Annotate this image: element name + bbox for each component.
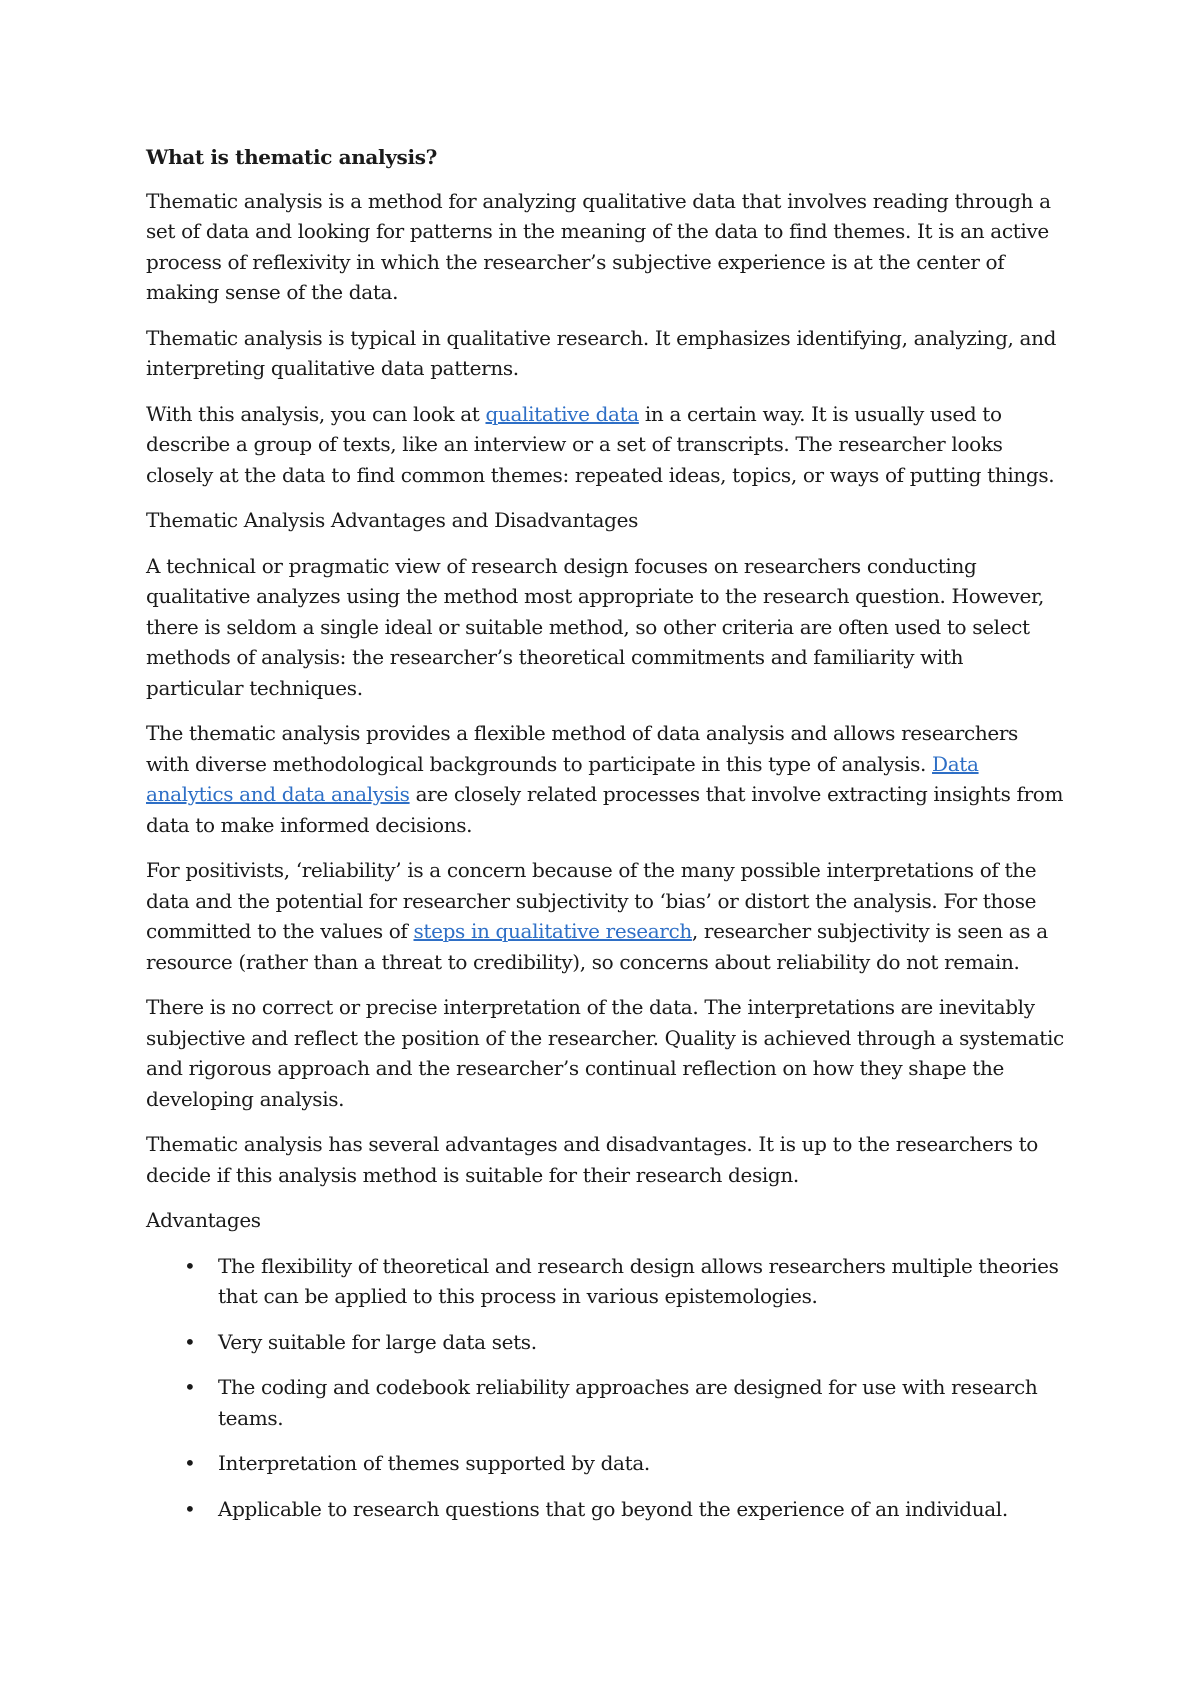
paragraph-text: For positivists, ‘reliability’ is a concern because of the many possible interpretations of the data and the potential for researcher subjectivity to ‘bias’ or distort the analysis. For those committed to the values of	[146, 858, 1037, 943]
qualitative-research-steps-link[interactable]: steps in qualitative research	[413, 919, 692, 943]
list-item	[146, 1327, 1066, 1358]
paragraph-definition: Thematic analysis is a method for analyzing qualitative data that involves reading through a set of data and looking for patterns in the meaning of the data to find themes. It is an active process of reflexivity in which the researcher’s subjective experience is at the center of making sense of the data.	[146, 188, 1051, 304]
list-item	[146, 1251, 1066, 1312]
qualitative-data-link[interactable]: qualitative data	[485, 401, 639, 426]
list-item	[146, 1372, 1066, 1433]
data-analytics-link[interactable]: Data analytics and data analysis	[146, 751, 979, 806]
paragraph-typical: Thematic analysis is typical in qualitative research. It emphasizes identifying, analyzing, and interpreting qualitative data patterns.	[146, 325, 1057, 380]
bullet-icon: •	[184, 1329, 196, 1354]
bullet-icon: •	[184, 1253, 196, 1278]
paragraph-text: in a certain way. It is usually used to describe a group of texts, like an interview or a set of transcripts. The researcher looks closely at the data to find common themes: repeated ideas, topics, or ways of putting things.	[146, 401, 1055, 487]
list-item-text: Interpretation of themes supported by data.	[218, 1451, 650, 1475]
document-body	[146, 142, 1066, 1539]
list-item	[146, 1494, 1066, 1525]
advantages-list	[146, 1251, 1066, 1525]
paragraph-text: , researcher subjectivity is seen as a resource (rather than a threat to credibility), so concerns about reliability do not remain.	[146, 919, 1048, 974]
bullet-icon: •	[184, 1375, 196, 1399]
list-item-text: The flexibility of theoretical and research design allows researchers multiple theories that can be applied to this process in various epistemologies.	[218, 1253, 1059, 1308]
list-item-text: The coding and codebook reliability approaches are designed for use with research teams.	[218, 1375, 1038, 1430]
list-item-text: Applicable to research questions that go beyond the experience of an individual.	[218, 1496, 1008, 1521]
paragraph-text: With this analysis, you can look at	[146, 401, 486, 426]
section-heading-advantages-disadvantages: Thematic Analysis Advantages and Disadvantages	[146, 508, 638, 532]
paragraph-text: are closely related processes that involve extracting insights from data to make informed decisions.	[146, 782, 1064, 837]
list-item-text: Very suitable for large data sets.	[218, 1329, 537, 1354]
paragraph-flexible-method	[146, 718, 1066, 840]
paragraph-research-design: A technical or pragmatic view of research design focuses on researchers conducting qualitative analyzes using the method most appropriate to the research question. However, there is seldom a single ideal or suitable method, so other criteria are often used to select methods of analysis: the researcher’s theoretical commitments and familiarity with particular techniques.	[146, 553, 1044, 700]
list-item	[146, 1448, 1066, 1479]
paragraph-qualitative-data	[146, 399, 1066, 491]
paragraph-interpretation: There is no correct or precise interpretation of the data. The interpretations are inevitably subjective and reflect the position of the researcher. Quality is achieved through a systematic and rigorous approach and the researcher’s continual reflection on how they shape the developing analysis.	[146, 995, 1064, 1111]
paragraph-text: The thematic analysis provides a flexible method of data analysis and allows researchers with diverse methodological backgrounds to participate in this type of analysis.	[146, 721, 1018, 776]
page-title: What is thematic analysis?	[146, 145, 437, 169]
bullet-icon: •	[184, 1496, 196, 1521]
paragraph-reliability	[146, 855, 1066, 977]
section-heading-advantages: Advantages	[146, 1208, 261, 1232]
bullet-icon: •	[184, 1451, 196, 1475]
paragraph-advantages-intro: Thematic analysis has several advantages and disadvantages. It is up to the researchers to decide if this analysis method is suitable for their research design.	[146, 1132, 1038, 1187]
